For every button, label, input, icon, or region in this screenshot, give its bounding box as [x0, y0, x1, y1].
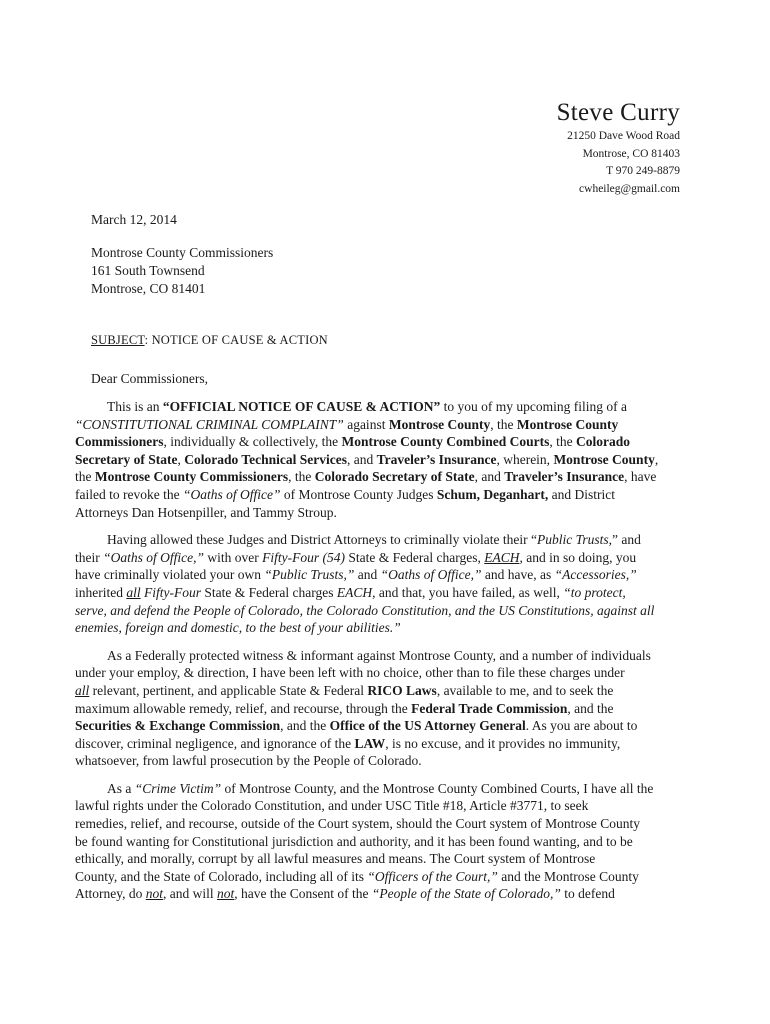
- text-run: Montrose County Combined Courts: [341, 434, 550, 450]
- recipient-line: Montrose County Commissioners: [91, 245, 274, 260]
- body-line: [75, 735, 684, 753]
- body-line: [75, 868, 684, 886]
- body-line: [75, 549, 684, 567]
- body-line: [91, 531, 684, 549]
- text-run: ,” and: [608, 532, 641, 548]
- body-paragraph: [75, 647, 684, 770]
- text-run: “Accessories,”: [554, 567, 637, 583]
- body-paragraph: [75, 780, 684, 903]
- text-run: , have the Consent of the: [234, 886, 372, 902]
- text-run: inherited: [75, 584, 127, 600]
- text-run: enemies, foreign and domestic, to the best of your abilities.”: [75, 620, 401, 636]
- text-run: relevant, pertinent, and applicable State & Federal: [89, 682, 368, 698]
- body-line: [75, 619, 684, 637]
- text-run: Fifty-Four (54): [262, 549, 345, 565]
- text-run: Montrose County: [388, 416, 491, 432]
- text-run: and have, as: [481, 567, 555, 583]
- body-line: [75, 833, 684, 851]
- text-run: Montrose County: [516, 416, 619, 432]
- text-run: maximum allowable remedy, relief, and recourse, through the: [75, 700, 412, 716]
- body-line: [91, 647, 684, 665]
- text-run: all: [75, 682, 90, 698]
- body-paragraph: [75, 398, 684, 521]
- body-line: [75, 433, 684, 451]
- text-run: Colorado Secretary of State: [314, 469, 475, 485]
- subject-line: [91, 333, 328, 348]
- text-run: . As you are about to: [525, 718, 638, 734]
- sender-street: 21250 Dave Wood Road: [567, 130, 680, 142]
- text-run: , wherein,: [496, 451, 554, 467]
- text-run: the: [75, 469, 95, 485]
- text-run: ,: [654, 451, 659, 467]
- text-run: , and: [346, 451, 377, 467]
- body-line: [75, 815, 684, 833]
- text-run: Attorney, do: [75, 886, 146, 902]
- text-run: Having allowed these Judges and District Attorneys to criminally violate their “: [107, 532, 538, 548]
- text-run: , available to me, and to seek the: [436, 682, 614, 698]
- text-run: lawful rights under the Colorado Constitution, and under USC Title #18, Article #3771, to seek: [75, 798, 589, 814]
- text-run: , and will: [163, 886, 218, 902]
- text-run: Commissioners: [75, 434, 164, 450]
- sender-name: Steve Curry: [556, 99, 680, 126]
- text-run: County, and the State of Colorado, including all of its: [75, 868, 368, 884]
- text-run: Montrose County Commissioners: [94, 469, 289, 485]
- text-run: , and the: [567, 700, 614, 716]
- text-run: to you of my upcoming filing of a: [440, 399, 628, 414]
- text-run: of Montrose County Judges: [280, 486, 437, 502]
- text-run: State & Federal charges: [201, 584, 337, 600]
- salutation: Dear Commissioners,: [91, 371, 208, 386]
- text-run: LAW: [354, 735, 386, 751]
- text-run: “CONSTITUTIONAL CRIMINAL COMPLAINT”: [75, 416, 344, 432]
- body-line: [75, 682, 684, 700]
- text-run: ethically, and morally, corrupt by all lawful measures and means. The Court system of Montrose: [75, 851, 596, 867]
- sender-email: cwheileg@gmail.com: [579, 182, 680, 195]
- text-run: , the: [490, 416, 517, 432]
- text-run: discover, criminal negligence, and ignorance of the: [75, 735, 355, 751]
- body-line: [75, 566, 684, 584]
- body-line: [75, 885, 684, 903]
- text-run: Colorado Technical Services: [184, 451, 347, 467]
- text-run: and: [354, 567, 381, 583]
- body-line: [75, 416, 684, 434]
- text-run: failed to revoke the: [75, 486, 183, 502]
- body-line: [75, 486, 684, 504]
- text-run: under your employ, & direction, I have been left with no choice, other than to file these charges under: [75, 665, 625, 681]
- text-run: EACH: [336, 584, 373, 600]
- text-run: against: [343, 416, 389, 432]
- text-run: , have: [624, 469, 657, 485]
- text-run: , the: [288, 469, 315, 485]
- text-run: Colorado: [575, 434, 630, 450]
- text-run: “Oaths of Office,”: [103, 549, 205, 565]
- body-line: [75, 717, 684, 735]
- text-run: to defend: [560, 886, 615, 902]
- text-run: EACH: [484, 549, 520, 565]
- text-run: , the: [549, 434, 576, 450]
- recipient-block: [91, 244, 273, 298]
- body-paragraph: [75, 531, 684, 637]
- body-line: [75, 850, 684, 868]
- body-line: [75, 602, 684, 620]
- text-run: not: [217, 886, 235, 902]
- recipient-line: Montrose, CO 81401: [91, 281, 206, 296]
- text-run: whatsoever, from lawful prosecution by the People of Colorado.: [75, 753, 422, 769]
- body-line: [75, 504, 684, 522]
- body-line: [75, 797, 684, 815]
- text-run: all: [126, 584, 141, 600]
- text-run: their: [75, 549, 104, 565]
- subject-text: NOTICE OF CAUSE & ACTION: [151, 333, 328, 347]
- body-line: [91, 398, 684, 416]
- text-run: , and in so doing, you: [519, 549, 637, 565]
- text-run: and District: [548, 486, 615, 502]
- text-run: As a Federally protected witness & informant against Montrose County, and a number of individuals: [107, 647, 651, 663]
- text-run: “Public Trusts,”: [264, 567, 355, 583]
- subject-colon: :: [144, 333, 152, 347]
- text-run: be found wanting for Constitutional jurisdiction and authority, and it has been found wanting, and to be: [75, 833, 633, 849]
- text-run: Attorneys Dan Hotsenpiller, and Tammy Stroup.: [75, 504, 337, 520]
- text-run: As a: [107, 780, 135, 796]
- text-run: not: [145, 886, 164, 902]
- text-run: have criminally violated your own: [75, 567, 265, 583]
- sender-city: Montrose, CO 81403: [582, 147, 680, 160]
- subject-label: SUBJECT: [91, 333, 145, 347]
- text-run: , and: [474, 469, 505, 485]
- letter-body: [75, 398, 684, 913]
- text-run: serve, and defend the People of Colorado, the Colorado Constitution, and the US Constitutions, against all: [75, 602, 655, 618]
- letterhead: [557, 98, 680, 198]
- text-run: “Oaths of Office,”: [380, 567, 482, 583]
- text-run: Schum, Deganhart,: [436, 486, 549, 502]
- text-run: “People of the State of Colorado,”: [371, 886, 561, 902]
- text-run: “Officers of the Court,”: [367, 868, 498, 884]
- text-run: “Crime Victim”: [134, 780, 222, 796]
- text-run: RICO Laws: [367, 682, 437, 698]
- body-line: [75, 584, 684, 602]
- body-line: [91, 780, 684, 798]
- text-run: , is no excuse, and it provides no immunity,: [385, 735, 621, 751]
- text-run: and the Montrose County: [497, 868, 639, 884]
- body-line: [75, 451, 684, 469]
- text-run: remedies, relief, and recourse, outside of the Court system, should the Court system of Montrose County: [75, 816, 641, 832]
- text-run: Public Trusts: [537, 532, 609, 548]
- text-run: Traveler’s Insurance: [504, 469, 625, 485]
- text-run: Montrose County: [553, 451, 655, 467]
- body-line: [75, 752, 684, 770]
- text-run: Secretary of State: [75, 451, 178, 467]
- recipient-line: 161 South Townsend: [91, 263, 205, 278]
- text-run: , individually & collectively, the: [163, 434, 342, 450]
- text-run: Securities & Exchange Commission: [75, 718, 281, 734]
- text-run: This is an: [107, 399, 163, 414]
- sender-phone: T 970 249-8879: [606, 165, 680, 177]
- text-run: Office of the US Attorney General: [329, 718, 526, 734]
- text-run: , and that, you have failed, as well,: [372, 584, 564, 600]
- text-run: of Montrose County, and the Montrose County Combined Courts, I have all the: [221, 780, 654, 796]
- text-run: with over: [204, 549, 263, 565]
- letter-date: March 12, 2014: [91, 212, 177, 227]
- text-run: “to protect,: [563, 584, 626, 600]
- text-run: “OFFICIAL NOTICE OF CAUSE & ACTION”: [162, 399, 441, 414]
- text-run: , and the: [280, 718, 330, 734]
- text-run: Federal Trade Commission: [411, 700, 568, 716]
- text-run: Traveler’s Insurance: [376, 451, 497, 467]
- body-line: [75, 700, 684, 718]
- text-run: Fifty-Four: [144, 584, 201, 600]
- text-run: State & Federal charges,: [345, 549, 485, 565]
- text-run: “Oaths of Office”: [182, 486, 281, 502]
- body-line: [75, 664, 684, 682]
- text-run: ,: [177, 451, 185, 467]
- body-line: [75, 468, 684, 486]
